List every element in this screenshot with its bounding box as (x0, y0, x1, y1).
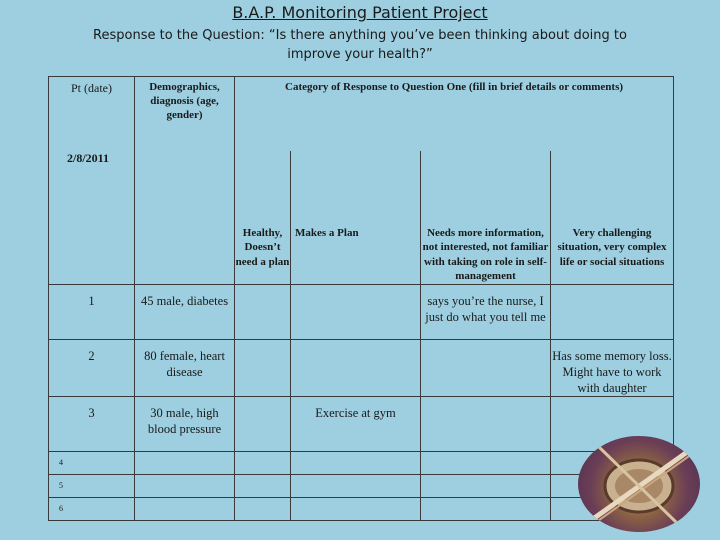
row-pt: 1 (49, 284, 135, 339)
needs-info-header: Needs more information, not interested, not familiar with taking on role in self-management (421, 151, 551, 285)
row-pt: 4 (49, 451, 135, 474)
row-demo: 45 male, diabetes (135, 284, 235, 339)
row-plan (291, 339, 421, 396)
row-plan: Exercise at gym (291, 396, 421, 451)
row-needs-info (421, 497, 551, 520)
row-healthy (235, 339, 291, 396)
row-plan (291, 497, 421, 520)
table-header-row (49, 77, 674, 151)
makes-plan-header: Makes a Plan (291, 151, 421, 285)
row-healthy (235, 284, 291, 339)
row-pt: 5 (49, 474, 135, 497)
pt-header: Pt (date) (49, 77, 135, 151)
woven-basket-photo (578, 436, 700, 532)
row-healthy (235, 396, 291, 451)
monitoring-table (48, 76, 674, 521)
table-row (49, 396, 674, 451)
table-row (49, 497, 674, 520)
row-pt: 3 (49, 396, 135, 451)
category-header: Category of Response to Question One (fill in brief details or comments) (235, 77, 674, 151)
basket-icon (578, 436, 700, 532)
row-healthy (235, 451, 291, 474)
row-needs-info (421, 474, 551, 497)
date-cell: 2/8/2011 (49, 151, 135, 285)
row-plan (291, 451, 421, 474)
row-healthy (235, 497, 291, 520)
row-demo: 80 female, heart disease (135, 339, 235, 396)
row-demo (135, 474, 235, 497)
row-healthy (235, 474, 291, 497)
table-row (49, 284, 674, 339)
table-row (49, 339, 674, 396)
page-subtitle: Response to the Question: “Is there anything you’ve been thinking about doing to improve your health?” (93, 28, 627, 62)
row-plan (291, 474, 421, 497)
row-demo: 30 male, high blood pressure (135, 396, 235, 451)
row-pt: 6 (49, 497, 135, 520)
demographics-header: Demographics, diagnosis (age, gender) (135, 77, 235, 285)
row-demo (135, 497, 235, 520)
row-needs-info (421, 339, 551, 396)
row-pt: 2 (49, 339, 135, 396)
row-needs-info (421, 396, 551, 451)
row-demo (135, 451, 235, 474)
page-title: B.A.P. Monitoring Patient Project (232, 3, 488, 22)
healthy-header: Healthy, Doesn’t need a plan (235, 151, 291, 285)
row-needs-info (421, 451, 551, 474)
row-challenging: Has some memory loss. Might have to work with daughter (551, 339, 674, 396)
row-challenging (551, 284, 674, 339)
challenging-header: Very challenging situation, very complex life or social situations (551, 151, 674, 285)
row-needs-info: says you’re the nurse, I just do what you tell me (421, 284, 551, 339)
row-plan (291, 284, 421, 339)
